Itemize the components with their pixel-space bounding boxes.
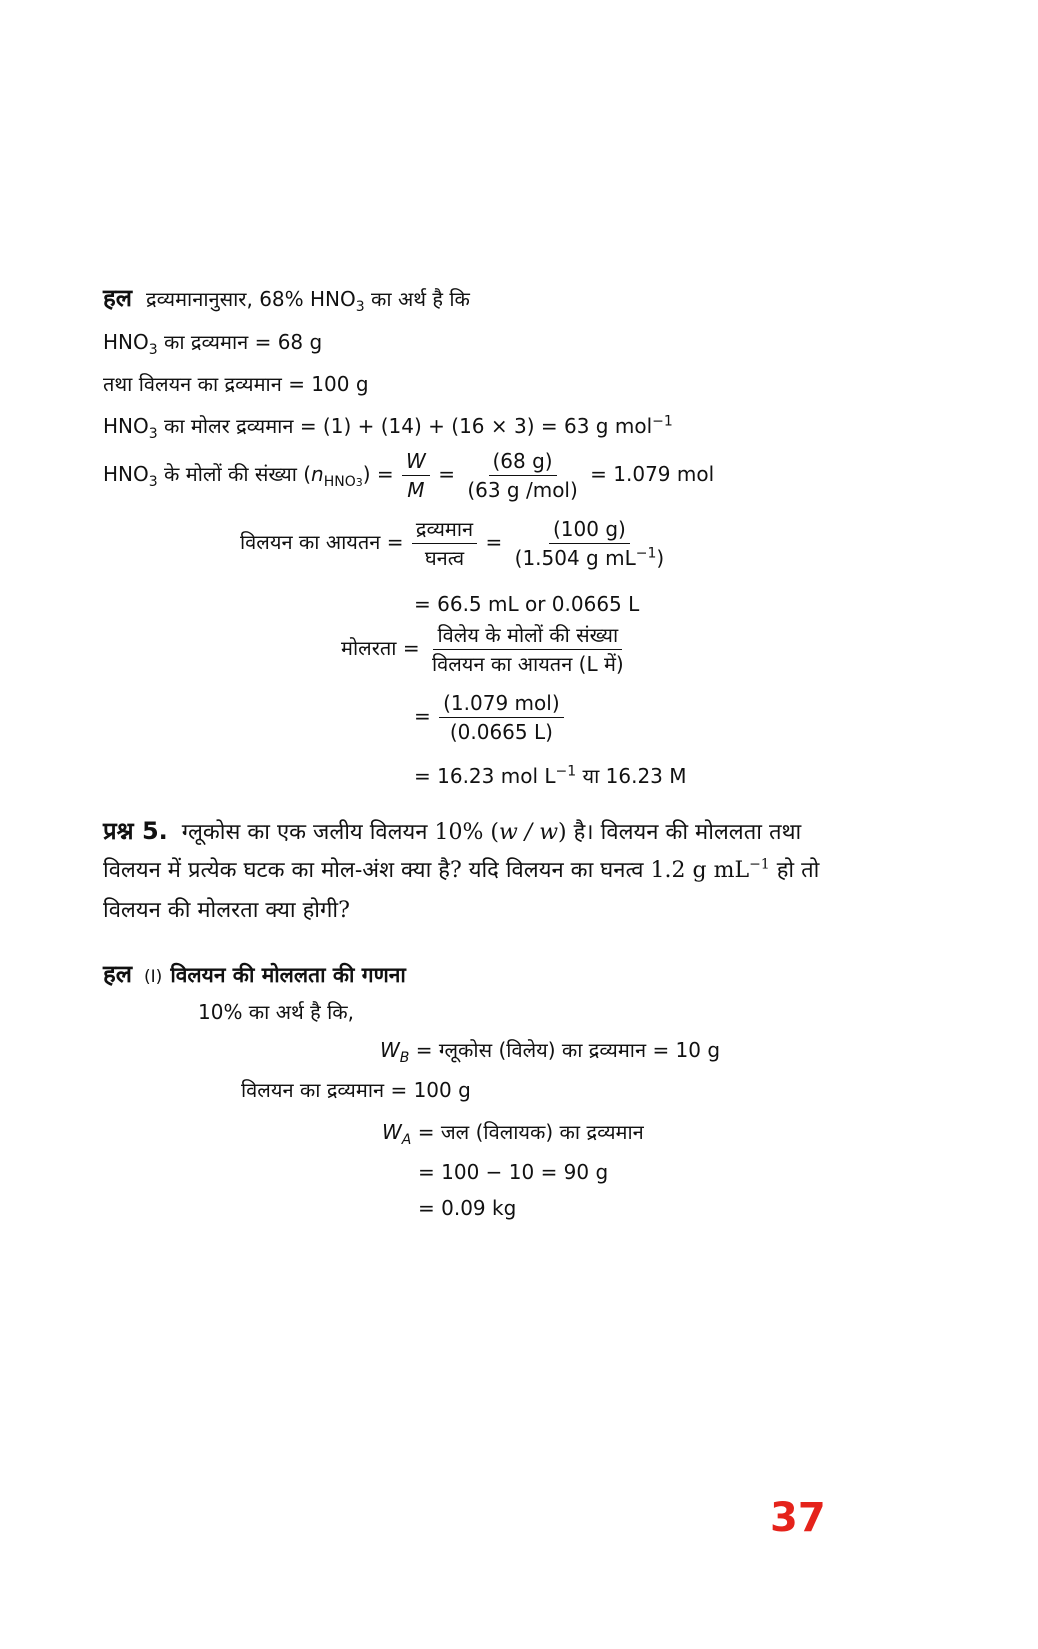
molarity-formula-line: मोलरता = $\frac{\text{विलेय के मोलों की संख्या}}{\text{विलयन का आयतन (L में)}}$ [341, 622, 630, 677]
percent-meaning-line: 10% का अर्थ है कि, [198, 1000, 355, 1024]
solution-intro-line: हल द्रव्यमानानुसार, 68% $HNO_3$ का अर्थ है कि [103, 284, 470, 316]
solute-mass-line: $W_B$ = ग्लूकोस (विलेय) का द्रव्यमान = 10 g [380, 1038, 721, 1066]
question-5-line-3: विलयन की मोलरता क्या होगी? [103, 898, 350, 923]
moles-line: $HNO_3$ के मोलों की संख्या $(n_{HNO3})$ = $\frac{W}{M}$ = $\frac{(68 g)}{\text{(63 g /mol)}}$ = 1.079 mol [103, 449, 715, 502]
question-label: प्रश्न 5. [103, 817, 168, 845]
volume-result-line: = 66.5 mL or 0.0665 L [414, 592, 640, 616]
moles-fraction: $\frac{(68 g)}{\text{(63 g /mol)}}$ [467, 449, 578, 502]
molarity-values-line: = $\frac{\text{(1.079 mol)}}{(0.0665 L)}$ [414, 690, 566, 745]
solution-mass-line-2: विलयन का द्रव्यमान = 100 g [241, 1078, 471, 1102]
solution-label: हल [103, 960, 133, 988]
question-5-line-1: प्रश्न 5. ग्लूकोस का एक जलीय विलयन 10% (w / w) है। विलयन की मोललता तथा [103, 817, 802, 845]
volume-fraction: $\frac{(100 g)}{(1.504 g mL^{-1})}$ [514, 517, 665, 570]
page-number: 37 [770, 1495, 826, 1541]
mass-over-density-fraction: $\frac{\text{द्रव्यमान}}{\text{घनत्व}}$ [412, 516, 477, 571]
solution-mass-line: तथा विलयन का द्रव्यमान = 100 g [103, 372, 369, 396]
molarity-result-line: = 16.23 mol $L^{-1}$ या 16.23 M [414, 763, 687, 788]
solvent-mass-line: $W_A$ = जल (विलायक) का द्रव्यमान [382, 1120, 644, 1148]
solution-label: हल [103, 284, 133, 312]
molarity-values-fraction: $\frac{\text{(1.079 mol)}}{(0.0665 L)}$ [439, 690, 564, 745]
solution-2-heading: हल (I) विलयन की मोललता की गणना [103, 960, 406, 988]
molarity-fraction: $\frac{\text{विलेय के मोलों की संख्या}}{\text{विलयन का आयतन (L में)}}$ [431, 623, 624, 676]
hno3-mass-line: $HNO_3$ का द्रव्यमान = 68 g [103, 330, 323, 358]
molar-mass-line: $HNO_3$ का मोलर द्रव्यमान = (1) + (14) + (16 × 3) = 63 g mol$^{-1}$ [103, 413, 673, 442]
w-over-m-fraction: $\frac{W}{M}$ [402, 448, 430, 503]
volume-line: विलयन का आयतन = $\frac{\text{द्रव्यमान}}{\text{घनत्व}}$ = $\frac{(100 g)}{(1.504 g mL^{-1})}$ [240, 516, 670, 571]
solvent-mass-grams: = 100 − 10 = 90 g [418, 1160, 609, 1184]
question-5-line-2: विलयन में प्रत्येक घटक का मोल-अंश क्या है? यदि विलयन का घनत्व 1.2 g $mL^{-1}$ हो तो [103, 856, 820, 883]
solvent-mass-kg: = 0.09 kg [418, 1196, 517, 1220]
